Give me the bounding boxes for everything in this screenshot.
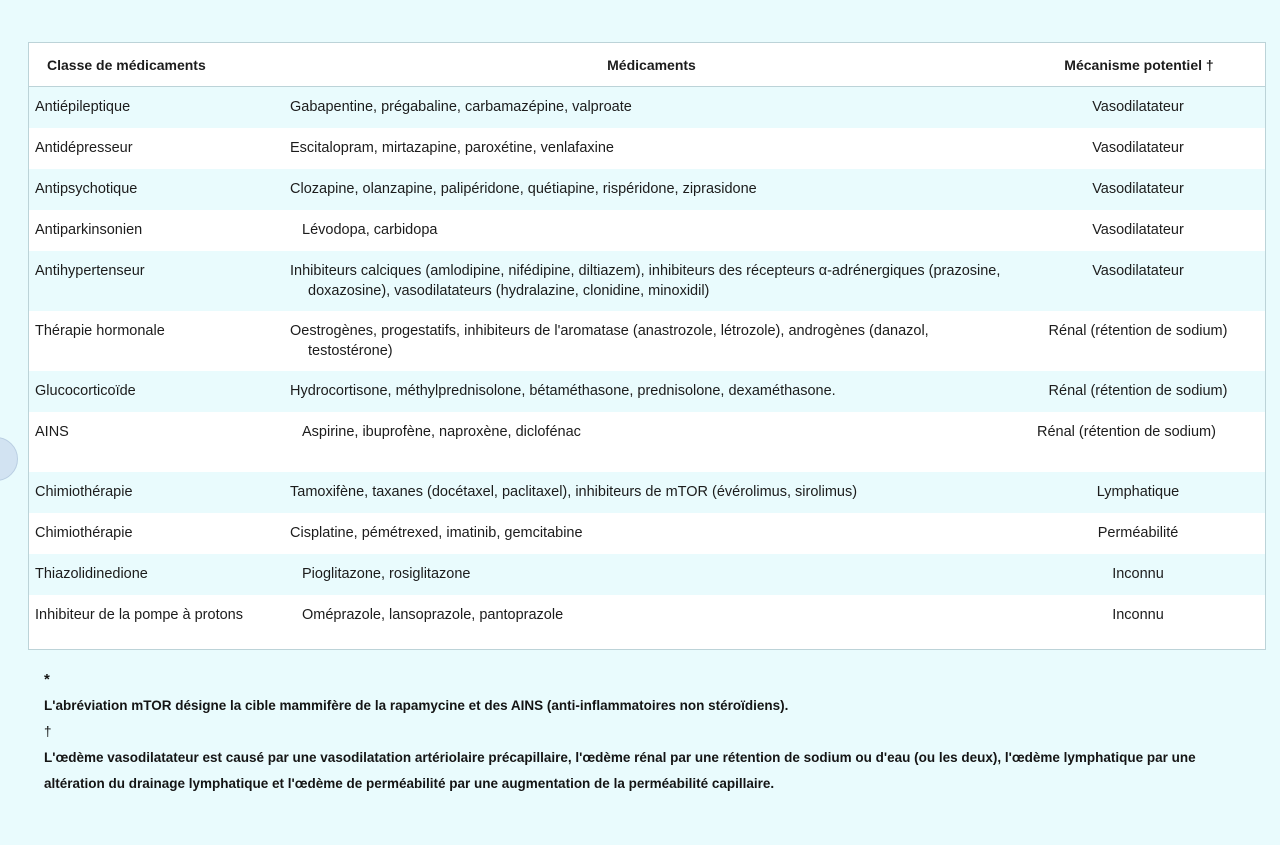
cell-classe: Antipsychotique [29,169,284,210]
header-classe: Classe de médicaments [29,43,284,87]
cell-classe: Glucocorticoïde [29,371,284,412]
footnotes [44,667,1254,797]
cell-classe: Thérapie hormonale [29,311,284,371]
cell-classe: Antiépileptique [29,87,284,128]
medicaments-text: Inhibiteurs calciques (amlodipine, nifédipine, diltiazem), inhibiteurs des récepteurs α-adrénergiques (prazosine, doxazosine), vasodilatateurs (hydralazine, clonidine, minoxidil) [290,262,1001,299]
table-row [29,472,1265,513]
cell-mecanisme: Inconnu [1019,595,1265,651]
cell-medicaments: Hydrocortisone, méthylprednisolone, bétaméthasone, prednisolone, dexaméthasone. [284,371,1019,412]
drug-table [29,43,1265,650]
cell-medicaments: Aspirine, ibuprofène, naproxène, diclofénac [284,412,1019,472]
cell-classe: Thiazolidinedione [29,554,284,595]
table-row [29,311,1265,371]
cell-mecanisme: Vasodilatateur [1019,251,1265,311]
classe-text: Inhibiteur de la pompe à protons [35,606,243,623]
drug-table-container [28,42,1266,650]
footnote-mark-asterisk: * [44,671,50,688]
cell-classe: Antihypertenseur [29,251,284,311]
table-row [29,210,1265,251]
cell-medicaments: Tamoxifène, taxanes (docétaxel, paclitaxel), inhibiteurs de mTOR (évérolimus, sirolimus) [284,472,1019,513]
table-header-row [29,43,1265,87]
table-row [29,169,1265,210]
table-row [29,87,1265,128]
cell-mecanisme: Rénal (rétention de sodium) [1019,371,1265,412]
cell-medicaments: Pioglitazone, rosiglitazone [284,554,1019,595]
cell-mecanisme: Perméabilité [1019,513,1265,554]
medicaments-text: Oestrogènes, progestatifs, inhibiteurs de l'aromatase (anastrozole, létrozole), androgènes (danazol, testostérone) [290,322,929,359]
cell-mecanisme: Vasodilatateur [1019,128,1265,169]
header-mecanisme: Mécanisme potentiel † [1019,43,1265,87]
cell-mecanisme: Vasodilatateur [1019,210,1265,251]
side-scroll-handle[interactable] [0,437,18,481]
cell-classe: Chimiothérapie [29,472,284,513]
cell-mecanisme: Rénal (rétention de sodium) [1019,311,1265,371]
table-row [29,251,1265,311]
cell-classe [29,595,284,651]
cell-medicaments: Lévodopa, carbidopa [284,210,1019,251]
table-row [29,128,1265,169]
cell-medicaments [284,311,1019,371]
cell-medicaments [284,251,1019,311]
cell-classe: Antidépresseur [29,128,284,169]
cell-mecanisme: Vasodilatateur [1019,87,1265,128]
table-row [29,595,1265,651]
cell-mecanisme: Rénal (rétention de sodium) [1019,412,1265,472]
cell-medicaments: Escitalopram, mirtazapine, paroxétine, venlafaxine [284,128,1019,169]
footnote-text-2: L'œdème vasodilatateur est causé par une vasodilatation artériolaire précapillaire, l'œdème rénal par une rétention de sodium ou d'eau (ou les deux), l'œdème lymphatique par une altération du drainage lymphatique et l'œdème de perméabilité par une augmentation de la perméabilité capillaire. [44,750,1196,791]
footnote-text-1: L'abréviation mTOR désigne la cible mammifère de la rapamycine et des AINS (anti-inflammatoires non stéroïdiens). [44,698,789,713]
cell-medicaments: Gabapentine, prégabaline, carbamazépine, valproate [284,87,1019,128]
cell-medicaments: Cisplatine, pémétrexed, imatinib, gemcitabine [284,513,1019,554]
cell-mecanisme: Inconnu [1019,554,1265,595]
cell-classe: AINS [29,412,284,472]
header-medicaments: Médicaments [284,43,1019,87]
table-row [29,371,1265,412]
table-row [29,412,1265,472]
cell-medicaments: Clozapine, olanzapine, palipéridone, quétiapine, rispéridone, ziprasidone [284,169,1019,210]
table-row [29,513,1265,554]
cell-classe: Antiparkinsonien [29,210,284,251]
cell-mecanisme: Vasodilatateur [1019,169,1265,210]
cell-mecanisme: Lymphatique [1019,472,1265,513]
footnote-mark-dagger: † [44,724,52,739]
cell-medicaments: Oméprazole, lansoprazole, pantoprazole [284,595,1019,651]
cell-classe: Chimiothérapie [29,513,284,554]
table-row [29,554,1265,595]
